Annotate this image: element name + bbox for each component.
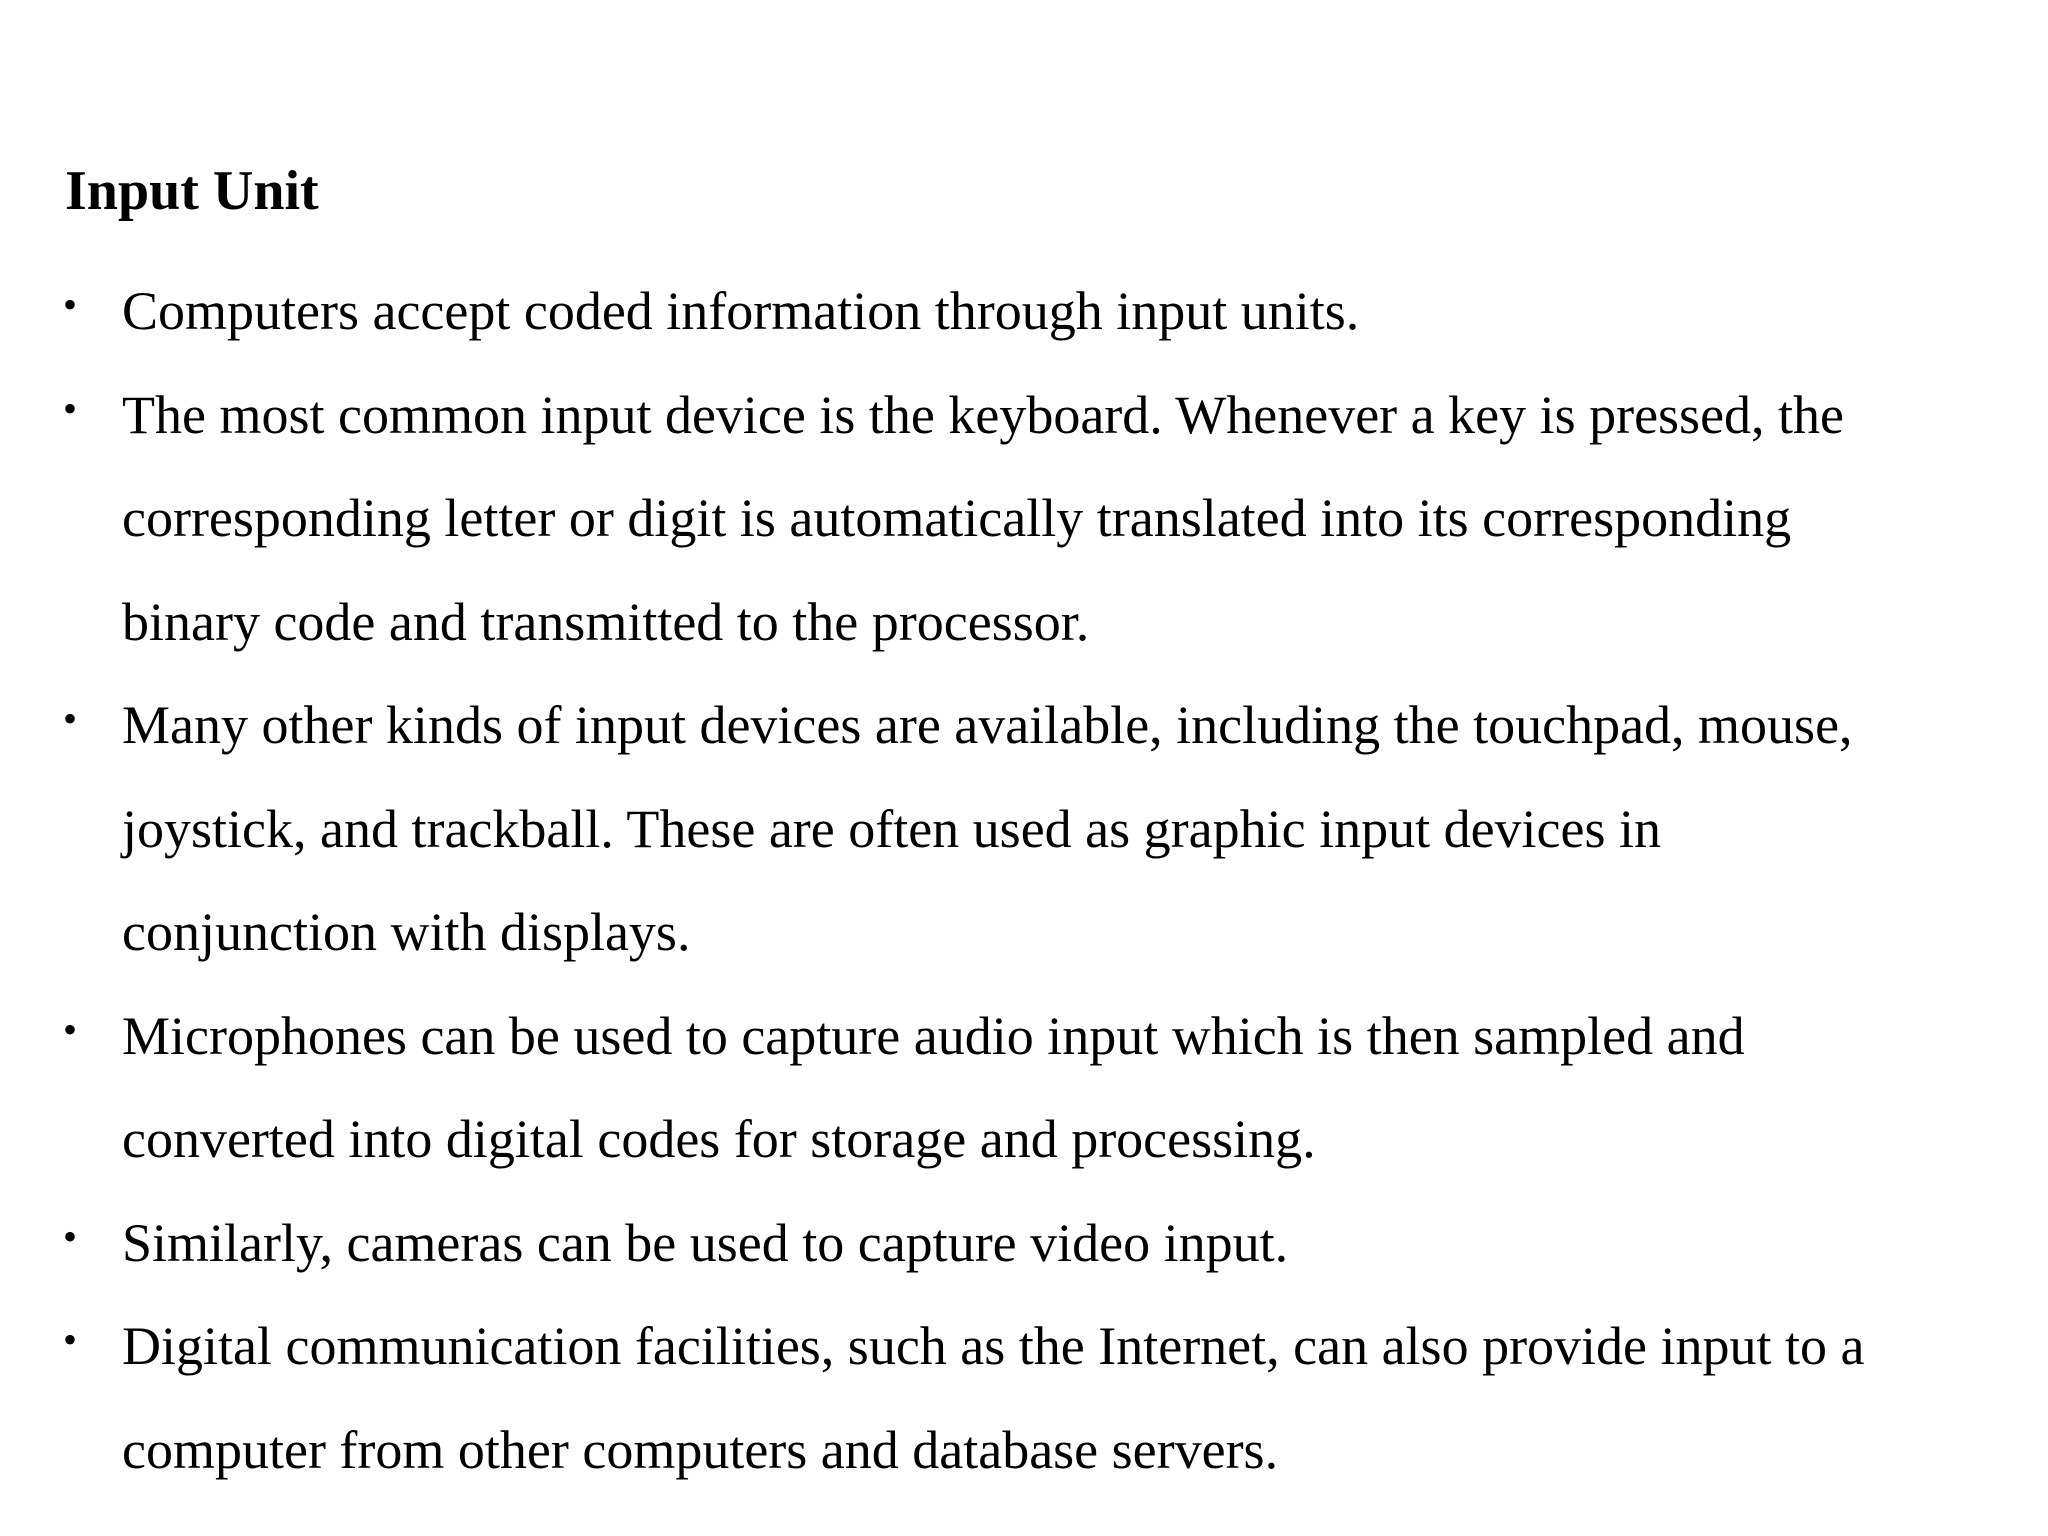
bullet-text-line: The most common input device is the keyboard. Whenever a key is pressed, the: [122, 384, 1845, 445]
bullet-icon: •: [63, 1213, 78, 1259]
bullet-item: [0, 260, 2048, 364]
bullet-item: [0, 364, 2048, 675]
bullet-text-line: computer from other computers and database servers.: [122, 1419, 1279, 1480]
bullet-text-line: Digital communication facilities, such as the Internet, can also provide input to a: [122, 1316, 1865, 1376]
bullet-item: [0, 674, 2048, 985]
bullet-text-line: joystick, and trackball. These are often used as graphic input devices in: [122, 798, 1661, 859]
bullet-text-line: conjunction with displays.: [122, 902, 691, 962]
bullet-text-line: Computers accept coded information through input units.: [122, 281, 1360, 341]
slide-title: Input Unit: [65, 160, 319, 222]
bullet-icon: •: [63, 385, 78, 431]
bullet-icon: •: [63, 1006, 78, 1052]
bullet-text-line: corresponding letter or digit is automatically translated into its corresponding: [122, 488, 1792, 548]
bullet-item: [0, 1295, 2048, 1502]
bullet-text-line: Many other kinds of input devices are available, including the touchpad, mouse,: [122, 695, 1853, 755]
bullet-list: [0, 260, 2048, 1502]
bullet-text-line: Microphones can be used to capture audio input which is then sampled and: [122, 1005, 1745, 1066]
bullet-text-line: converted into digital codes for storage and processing.: [122, 1109, 1316, 1169]
bullet-item: [0, 1192, 2048, 1296]
bullet-icon: •: [63, 282, 78, 327]
bullet-text-line: binary code and transmitted to the processor.: [122, 591, 1090, 652]
bullet-item: [0, 985, 2048, 1192]
bullet-icon: •: [63, 696, 78, 741]
bullet-icon: •: [63, 1317, 78, 1362]
bullet-text-line: Similarly, cameras can be used to capture video input.: [122, 1212, 1289, 1273]
